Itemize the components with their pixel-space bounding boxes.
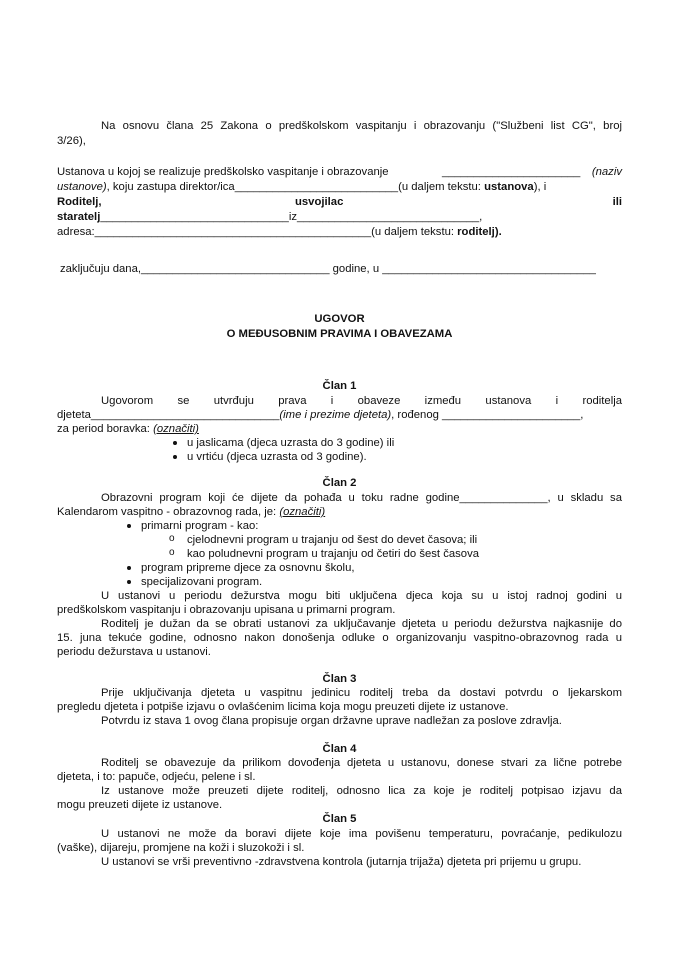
bullet-icon: [127, 524, 131, 528]
clan-5-line-1: U ustanovi ne može da boravi dijete koje ima povišenu temperaturu, povraćanje, pedikulozu: [101, 828, 622, 840]
staratelj-label: staratelj: [57, 211, 101, 223]
clan-2-line-2: [57, 505, 622, 520]
staratelj-line: [57, 210, 622, 225]
zakljucuju-line: zaključuju dana,______________________________ godine, u __________________________________: [60, 263, 596, 275]
clan-4-line-1: Roditelj se obavezuje da prilikom dovođenja djeteta u ustanovu, donese stvari za lične potrebe: [101, 757, 622, 769]
clan-2-para-2-line-1: U ustanovi u periodu dežurstva mogu biti uključena djeca koja su u istoj radnoj godini u: [101, 590, 622, 602]
clan-3-line-2: pregledu djeteta i potpiše izjavu o ovlašćenim licima koja mogu preuzeti dijete iz ustanove.: [57, 701, 509, 713]
ustanova-end: ), i: [533, 181, 547, 193]
oznaciti-label: (označiti): [153, 423, 199, 435]
clan-1-line-1: Ugovorom se utvrđuju prava i obaveze između ustanova i roditelja: [101, 395, 622, 407]
naziv-label: (naziv: [591, 166, 622, 178]
clan-4-para-2-line-1: Iz ustanove može preuzeti dijete roditelj, odnosno lica za koje je roditelj potpisao izjavu da: [101, 785, 622, 797]
clan-4-heading: Član 4: [322, 743, 357, 755]
oznaciti-label: (označiti): [279, 506, 326, 518]
clan-3-heading: Član 3: [322, 673, 357, 685]
sub-bullet-text: cjelodnevni program u trajanju od šest do devet časova; ili: [187, 534, 478, 546]
clan-2-sub-1: [169, 533, 622, 548]
clan-2-para-3-line-2: 15. juna tekuće godine, odnosno nakon donošenja odluke o organizovanju vaspitno-obrazovnog rada u: [57, 632, 622, 644]
usvojilac-label: usvojilac: [295, 196, 344, 208]
clan-1-bullet-2: [187, 450, 622, 465]
clan-2-para-3-line-3: periodu dežurstava u ustanovi.: [57, 646, 211, 658]
clan-2-para-2-line-2: predškolskom vaspitanju i obrazovanju upisana u primarni program.: [57, 604, 396, 616]
ili-label: ili: [612, 196, 622, 208]
kalendar-text: Kalendarom vaspitno - obrazovnog rada, je:: [57, 506, 277, 518]
bullet-text: u vrtiću (djeca uzrasta od 3 godine).: [187, 451, 367, 463]
bullet-text: u jaslicama (djeca uzrasta do 3 godine) ili: [187, 437, 395, 449]
adresa-line: [57, 225, 622, 240]
contract-subtitle: O MEĐUSOBNIM PRAVIMA I OBAVEZAMA: [226, 328, 453, 340]
bullet-text: program pripreme djece za osnovnu školu,: [141, 562, 355, 574]
clan-1-line-3: [57, 422, 622, 437]
clan-2-line-1: Obrazovni program koji će dijete da pohađa u toku radne godine______________, u skladu sa: [101, 492, 622, 504]
clan-1-heading: Član 1: [322, 380, 357, 392]
dijete-blank: djeteta______________________________: [57, 409, 280, 421]
rodjenog-blank: , rođenog ______________________,: [391, 409, 584, 421]
circle-bullet-icon: o: [169, 533, 175, 544]
clan-2-sub-2: [169, 547, 622, 562]
clan-5-line-2: (vaške), dijareju, promjene na koži i sluzokoži i sl.: [57, 842, 305, 854]
intro-line-1: Na osnovu člana 25 Zakona o predškolskom vaspitanju i obrazovanju ("Službeni list CG", broj: [101, 120, 622, 132]
contract-title: UGOVOR: [314, 313, 365, 325]
ime-label: (ime i prezime djeteta): [279, 409, 392, 421]
document-page: [57, 0, 622, 960]
clan-2-bullet-2: [141, 561, 622, 576]
bullet-icon: [127, 580, 131, 584]
clan-3-line-1: Prije uključivanja djeteta u vaspitnu jedinicu roditelj treba da dostavi potvrdu o ljekarskom: [101, 687, 622, 699]
ustanova-line-1: [57, 165, 622, 180]
ustanova-line-2: [57, 180, 622, 195]
boravak-text: za period boravka:: [57, 423, 150, 435]
clan-2-heading: Član 2: [322, 477, 357, 489]
staratelj-blanks: ______________________________iz_____________________________,: [100, 211, 483, 223]
sub-bullet-text: kao poludnevni program u trajanju od četiri do šest časova: [187, 548, 480, 560]
roditelj-line: [57, 195, 622, 210]
bullet-text: primarni program - kao:: [141, 520, 259, 532]
clan-1-line-2: [57, 408, 622, 423]
clan-4-para-2-line-2: mogu preuzeti dijete iz ustanove.: [57, 799, 223, 811]
clan-3-para-2: Potvrdu iz stava 1 ovog člana propisuje organ državne uprave nadležan za poslove zdravlja.: [101, 715, 562, 727]
ustanova-text: Ustanova u kojoj se realizuje predškolsko vaspitanje i obrazovanje: [57, 166, 389, 178]
clan-1-bullet-1: [187, 436, 622, 451]
clan-4-line-2: djeteta, i to: papuče, odjeću, pelene i sl.: [57, 771, 256, 783]
ustanova-name-blank: ______________________: [442, 166, 581, 178]
bullet-icon: [173, 455, 177, 459]
clan-2-bullet-1: [141, 519, 622, 534]
adresa-text: adresa:____________________________________________(u daljem tekstu:: [57, 226, 455, 238]
clan-5-para-2: U ustanovi se vrši preventivno -zdravstvena kontrola (jutarnja trijaža) djeteta pri prijemu u grupu.: [101, 856, 582, 868]
clan-2-para-3-line-1: Roditelj je dužan da se obrati ustanovi za uključavanje djeteta u periodu dežurstva najkasnije do: [101, 618, 622, 630]
clan-2-bullet-3: [141, 575, 622, 590]
roditelj-bold: roditelj).: [457, 226, 502, 238]
bullet-text: specijalizovani program.: [141, 576, 263, 588]
director-text: , koju zastupa direktor/ica__________________________(u daljem tekstu:: [106, 181, 481, 193]
bullet-icon: [127, 566, 131, 570]
clan-5-heading: Član 5: [322, 813, 357, 825]
ustanova-bold: ustanova: [484, 181, 534, 193]
roditelj-label: Roditelj,: [57, 196, 102, 208]
intro-line-2: 3/26),: [57, 135, 86, 147]
circle-bullet-icon: o: [169, 547, 175, 558]
ustanove-label: ustanove): [57, 181, 107, 193]
bullet-icon: [173, 441, 177, 445]
